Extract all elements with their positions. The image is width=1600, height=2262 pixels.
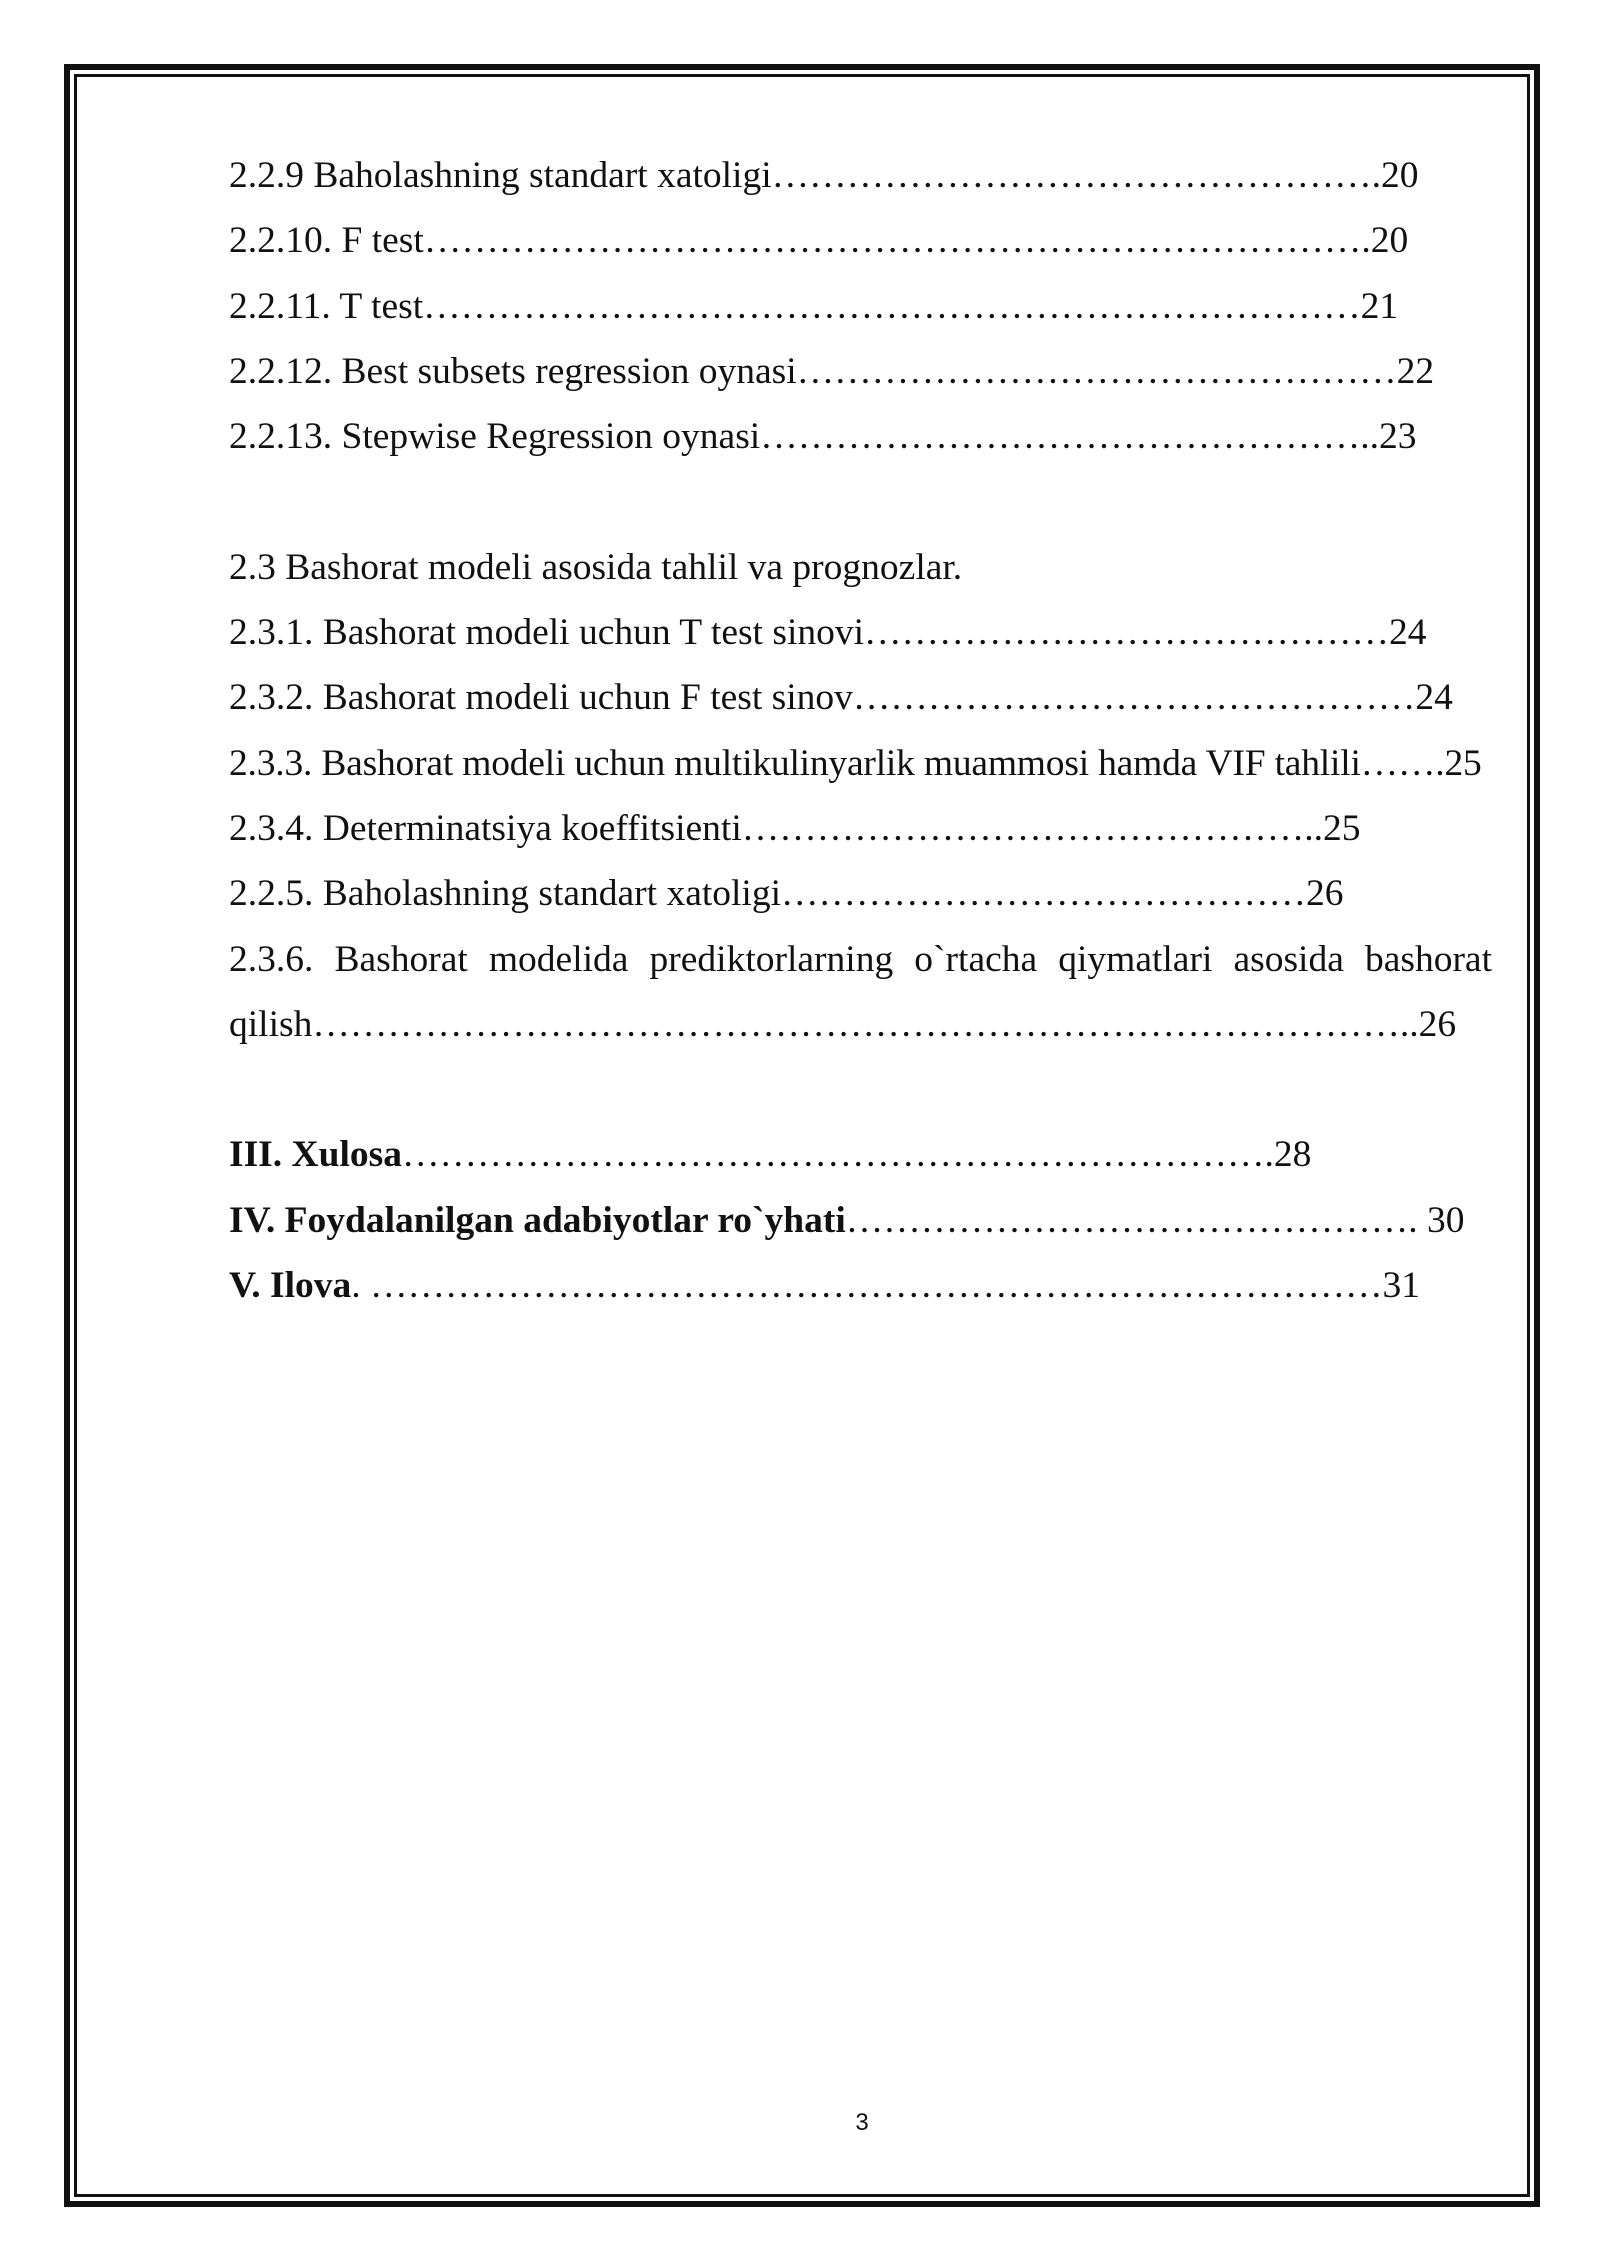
toc-entry-leader: ………………………………………….. xyxy=(760,416,1379,458)
toc-entry xyxy=(229,796,1492,861)
toc-entry-page: 26 xyxy=(1418,1003,1457,1045)
toc-entry-label: III. Xulosa xyxy=(229,1134,402,1176)
toc-entry-leader: . ……………………………………………………………………… xyxy=(351,1265,1383,1307)
toc-entry-leader: …………………………………………………………………………….. xyxy=(312,1003,1419,1045)
toc-entry-leader: …………………………………… xyxy=(864,612,1390,654)
table-of-contents xyxy=(229,143,1492,1318)
toc-entry xyxy=(229,208,1492,273)
toc-entry-label: 2.2.12. Best subsets regression oynasi xyxy=(229,350,797,392)
toc-entry-page: 20 xyxy=(1370,220,1409,262)
toc-entry-label: 2.2.9 Baholashning standart xatoligi xyxy=(229,155,772,196)
toc-entry-leader: ……………………………………………………………. xyxy=(401,1134,1274,1176)
toc-entry-label: V. Ilova xyxy=(229,1265,352,1307)
toc-entry-page: 26 xyxy=(1306,873,1344,915)
toc-entry-label: 2.2.10. F test xyxy=(229,220,424,262)
toc-entry-leader: ……………………………………….. xyxy=(741,807,1323,849)
page-number: 3 xyxy=(855,2109,869,2136)
toc-entry-page: 31 xyxy=(1382,1265,1421,1307)
toc-entry xyxy=(229,274,1492,339)
toc-entry-leader: ………………………………………… xyxy=(796,350,1397,392)
toc-entry-multiline-first: 2.3.6. Bashorat modelida prediktorlarning o`rtacha qiymatlari asosida bashorat xyxy=(229,938,1492,980)
toc-entry xyxy=(229,665,1492,730)
toc-entry-label: 2.3.2. Bashorat modeli uchun F test sinov xyxy=(229,677,853,719)
toc-entry-page: 24 xyxy=(1415,677,1453,719)
toc-entry-page: 30 xyxy=(1427,1199,1465,1241)
toc-back-matter-entry xyxy=(229,1188,1492,1253)
toc-entry-label: 2.2.5. Baholashning standart xatoligi xyxy=(229,873,782,915)
toc-entry-leader: …………………………………………………………………. xyxy=(423,220,1371,262)
toc-entry-leader: ……………………………………… xyxy=(852,677,1416,719)
toc-entry-page: 24 xyxy=(1389,612,1427,654)
toc-back-matter-entry xyxy=(229,1253,1492,1318)
toc-entry-label: 2.3.1. Bashorat modeli uchun T test sinovi xyxy=(229,612,865,654)
toc-entry-multiline-second xyxy=(229,992,1492,1057)
toc-entry-page: 21 xyxy=(1360,285,1399,327)
toc-entry-page: 28 xyxy=(1273,1134,1312,1176)
toc-entry-label: 2.3.4. Determinatsiya koeffitsienti xyxy=(229,807,742,849)
toc-entry-page: 22 xyxy=(1396,350,1435,392)
toc-entry-page: 23 xyxy=(1378,416,1417,458)
toc-entry xyxy=(229,143,1492,208)
toc-entry-page: 25 xyxy=(1444,742,1482,784)
toc-spacer xyxy=(229,1057,1492,1122)
toc-entry-leader: ………………………………………. xyxy=(845,1199,1428,1241)
toc-entry-label: 2.3.3. Bashorat modeli uchun multikulinyarlik muammosi hamda VIF tahlili xyxy=(229,742,1361,784)
toc-entry-label: 2.2.13. Stepwise Regression oynasi xyxy=(229,416,761,458)
toc-entry-label: qilish xyxy=(229,1003,313,1045)
toc-entry xyxy=(229,404,1492,469)
toc-entry-leader: ……. xyxy=(1360,742,1445,784)
toc-back-matter-entry xyxy=(229,1122,1492,1187)
toc-entry-leader: …………………………………………. xyxy=(771,155,1382,196)
toc-entry-page: 25 xyxy=(1322,807,1361,849)
toc-entry xyxy=(229,339,1492,404)
toc-entry xyxy=(229,861,1492,926)
toc-entry-label: 2.2.11. T test xyxy=(229,285,424,327)
toc-entry-page: 20 xyxy=(1381,155,1419,196)
toc-spacer xyxy=(229,469,1492,534)
toc-entry-leader: …………………………………… xyxy=(781,873,1307,915)
toc-section-heading: 2.3 Bashorat modeli asosida tahlil va prognozlar. xyxy=(229,546,963,588)
toc-entry-leader: ………………………………………………………………… xyxy=(423,285,1361,327)
toc-entry-label: IV. Foydalanilgan adabiyotlar ro`yhati xyxy=(229,1199,846,1241)
toc-entry xyxy=(229,731,1492,796)
toc-entry xyxy=(229,600,1492,665)
